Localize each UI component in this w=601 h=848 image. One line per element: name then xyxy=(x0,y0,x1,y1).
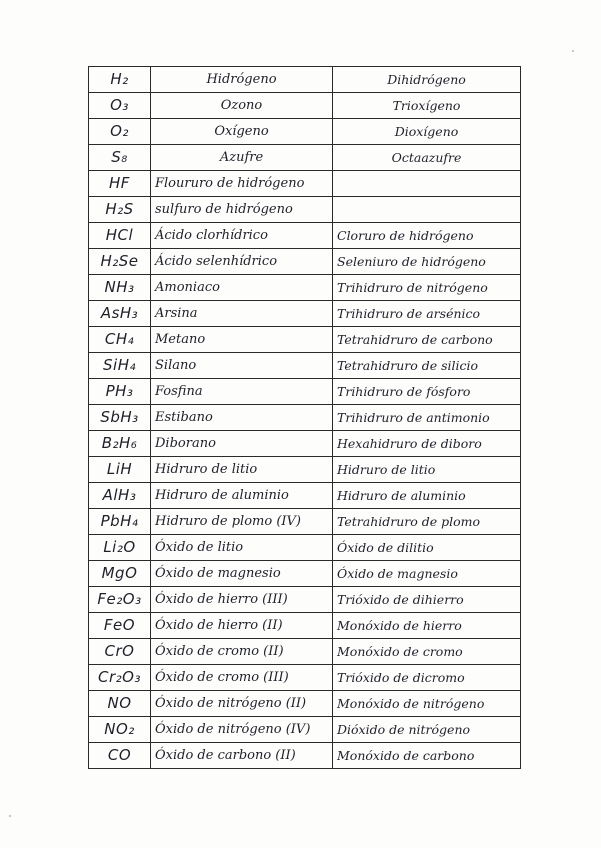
systematic-name-cell: Cloruro de hidrógeno xyxy=(333,223,521,249)
formula-cell: SiH₄ xyxy=(89,353,151,379)
traditional-name-cell: Metano xyxy=(151,327,333,353)
formula-cell: HCl xyxy=(89,223,151,249)
formula-cell: AsH₃ xyxy=(89,301,151,327)
traditional-name-cell: Oxígeno xyxy=(151,119,333,145)
table-row xyxy=(89,613,521,639)
formula-cell: AlH₃ xyxy=(89,483,151,509)
traditional-name-cell: Óxido de carbono (II) xyxy=(151,743,333,769)
traditional-name-cell: Óxido de nitrógeno (IV) xyxy=(151,717,333,743)
traditional-name-cell: Ácido clorhídrico xyxy=(151,223,333,249)
traditional-name-cell: Ozono xyxy=(151,93,333,119)
systematic-name-cell: Trioxígeno xyxy=(333,93,521,119)
systematic-name-cell: Hexahidruro de diboro xyxy=(333,431,521,457)
table-row xyxy=(89,275,521,301)
formula-cell: Cr₂O₃ xyxy=(89,665,151,691)
formula-cell: H₂Se xyxy=(89,249,151,275)
systematic-name-cell: Monóxido de nitrógeno xyxy=(333,691,521,717)
formula-cell: CH₄ xyxy=(89,327,151,353)
formula-cell: B₂H₆ xyxy=(89,431,151,457)
formula-cell: O₃ xyxy=(89,93,151,119)
systematic-name-cell: Trihidruro de nitrógeno xyxy=(333,275,521,301)
formula-cell: O₂ xyxy=(89,119,151,145)
traditional-name-cell: Óxido de cromo (III) xyxy=(151,665,333,691)
systematic-name-cell: Monóxido de cromo xyxy=(333,639,521,665)
table-row xyxy=(89,249,521,275)
table-row xyxy=(89,743,521,769)
table-row xyxy=(89,587,521,613)
formula-cell: Fe₂O₃ xyxy=(89,587,151,613)
systematic-name-cell: Trihidruro de arsénico xyxy=(333,301,521,327)
formula-cell: SbH₃ xyxy=(89,405,151,431)
traditional-name-cell: Amoniaco xyxy=(151,275,333,301)
traditional-name-cell: sulfuro de hidrógeno xyxy=(151,197,333,223)
systematic-name-cell: Óxido de dilitio xyxy=(333,535,521,561)
traditional-name-cell: Hidrógeno xyxy=(151,67,333,93)
systematic-name-cell: Monóxido de carbono xyxy=(333,743,521,769)
formula-cell: NH₃ xyxy=(89,275,151,301)
systematic-name-cell: Hidruro de aluminio xyxy=(333,483,521,509)
traditional-name-cell: Óxido de nitrógeno (II) xyxy=(151,691,333,717)
table-row xyxy=(89,197,521,223)
formula-cell: H₂S xyxy=(89,197,151,223)
systematic-name-cell: Tetrahidruro de silicio xyxy=(333,353,521,379)
table-row xyxy=(89,535,521,561)
table-row xyxy=(89,639,521,665)
formula-cell: S₈ xyxy=(89,145,151,171)
table-row xyxy=(89,379,521,405)
traditional-name-cell: Óxido de cromo (II) xyxy=(151,639,333,665)
table-body xyxy=(89,67,521,769)
formula-cell: Li₂O xyxy=(89,535,151,561)
traditional-name-cell: Hidruro de litio xyxy=(151,457,333,483)
table-row xyxy=(89,431,521,457)
formula-cell: MgO xyxy=(89,561,151,587)
systematic-name-cell xyxy=(333,171,521,197)
systematic-name-cell: Dioxígeno xyxy=(333,119,521,145)
table-row xyxy=(89,353,521,379)
systematic-name-cell: Trihidruro de fósforo xyxy=(333,379,521,405)
table-row xyxy=(89,327,521,353)
systematic-name-cell: Dihidrógeno xyxy=(333,67,521,93)
table-row xyxy=(89,67,521,93)
traditional-name-cell: Floururo de hidrógeno xyxy=(151,171,333,197)
traditional-name-cell: Óxido de hierro (III) xyxy=(151,587,333,613)
systematic-name-cell: Trióxido de dicromo xyxy=(333,665,521,691)
formula-cell: H₂ xyxy=(89,67,151,93)
traditional-name-cell: Óxido de litio xyxy=(151,535,333,561)
table-row xyxy=(89,665,521,691)
traditional-name-cell: Diborano xyxy=(151,431,333,457)
table-row xyxy=(89,483,521,509)
systematic-name-cell: Monóxido de hierro xyxy=(333,613,521,639)
traditional-name-cell: Ácido selenhídrico xyxy=(151,249,333,275)
systematic-name-cell: Octaazufre xyxy=(333,145,521,171)
table-row xyxy=(89,93,521,119)
formula-cell: CrO xyxy=(89,639,151,665)
table-row xyxy=(89,509,521,535)
traditional-name-cell: Óxido de magnesio xyxy=(151,561,333,587)
systematic-name-cell: Seleniuro de hidrógeno xyxy=(333,249,521,275)
systematic-name-cell xyxy=(333,197,521,223)
table-row xyxy=(89,119,521,145)
formula-cell: NO xyxy=(89,691,151,717)
formula-cell: NO₂ xyxy=(89,717,151,743)
systematic-name-cell: Hidruro de litio xyxy=(333,457,521,483)
systematic-name-cell: Dióxido de nitrógeno xyxy=(333,717,521,743)
systematic-name-cell: Tetrahidruro de carbono xyxy=(333,327,521,353)
formula-cell: PH₃ xyxy=(89,379,151,405)
table-row xyxy=(89,301,521,327)
traditional-name-cell: Silano xyxy=(151,353,333,379)
table-row xyxy=(89,561,521,587)
traditional-name-cell: Fosfina xyxy=(151,379,333,405)
traditional-name-cell: Estibano xyxy=(151,405,333,431)
formula-cell: HF xyxy=(89,171,151,197)
paper-speck xyxy=(572,50,574,52)
table-row xyxy=(89,717,521,743)
systematic-name-cell: Trióxido de dihierro xyxy=(333,587,521,613)
systematic-name-cell: Tetrahidruro de plomo xyxy=(333,509,521,535)
formula-cell: LiH xyxy=(89,457,151,483)
table-row xyxy=(89,171,521,197)
table-row xyxy=(89,691,521,717)
formula-cell: FeO xyxy=(89,613,151,639)
nomenclature-table xyxy=(88,66,521,769)
traditional-name-cell: Óxido de hierro (II) xyxy=(151,613,333,639)
traditional-name-cell: Hidruro de aluminio xyxy=(151,483,333,509)
traditional-name-cell: Hidruro de plomo (IV) xyxy=(151,509,333,535)
systematic-name-cell: Trihidruro de antimonio xyxy=(333,405,521,431)
traditional-name-cell: Azufre xyxy=(151,145,333,171)
table-row xyxy=(89,457,521,483)
traditional-name-cell: Arsina xyxy=(151,301,333,327)
table-row xyxy=(89,223,521,249)
table-row xyxy=(89,405,521,431)
formula-cell: PbH₄ xyxy=(89,509,151,535)
formula-cell: CO xyxy=(89,743,151,769)
paper-speck xyxy=(9,815,11,817)
table-row xyxy=(89,145,521,171)
systematic-name-cell: Óxido de magnesio xyxy=(333,561,521,587)
